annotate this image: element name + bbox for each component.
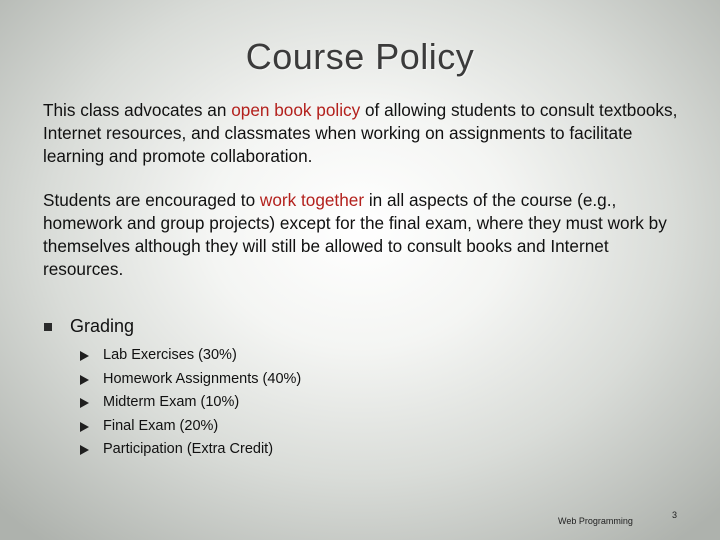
triangle-bullet-icon: [80, 375, 89, 385]
grading-item-label: Midterm Exam (10%): [103, 394, 240, 410]
triangle-bullet-icon: [80, 351, 89, 361]
policy-text-before: This class advocates an: [43, 100, 232, 120]
page-number: 3: [672, 510, 678, 520]
grading-label: Grading: [70, 316, 135, 336]
slide-footer: Web Programming: [558, 516, 633, 526]
grading-item: [80, 438, 301, 462]
grading-list: [80, 344, 301, 462]
triangle-bullet-icon: [80, 422, 89, 432]
triangle-bullet-icon: [80, 398, 89, 408]
collaboration-paragraph: [43, 189, 683, 281]
grading-item: [80, 344, 301, 368]
grading-item-label: Lab Exercises (30%): [103, 347, 237, 363]
policy-text-after: of allowing students to consult textbooks, Internet resources, and classmates when working on assignments to facilitate learning and promote collaboration.: [43, 100, 678, 166]
work-together-highlight: work together: [259, 190, 365, 210]
grading-item-label: Participation (Extra Credit): [103, 441, 274, 457]
policy-paragraph: [43, 99, 683, 168]
grading-item: [80, 391, 301, 415]
slide-title: Course Policy: [245, 36, 475, 77]
open-book-policy-highlight: open book policy: [231, 100, 361, 120]
grading-item: [80, 368, 301, 392]
grading-item-label: Homework Assignments (40%): [103, 370, 302, 387]
collaboration-text-before: Students are encouraged to: [43, 190, 260, 210]
triangle-bullet-icon: [80, 445, 89, 455]
grading-item: [80, 415, 301, 439]
collaboration-text-after: in all aspects of the course (e.g., homework and group projects) except for the final exam, where they must work by themselves although they will still be allowed to consult books and Internet resources.: [43, 190, 667, 279]
grading-item-label: Final Exam (20%): [103, 417, 219, 434]
square-bullet-icon: [44, 323, 52, 331]
